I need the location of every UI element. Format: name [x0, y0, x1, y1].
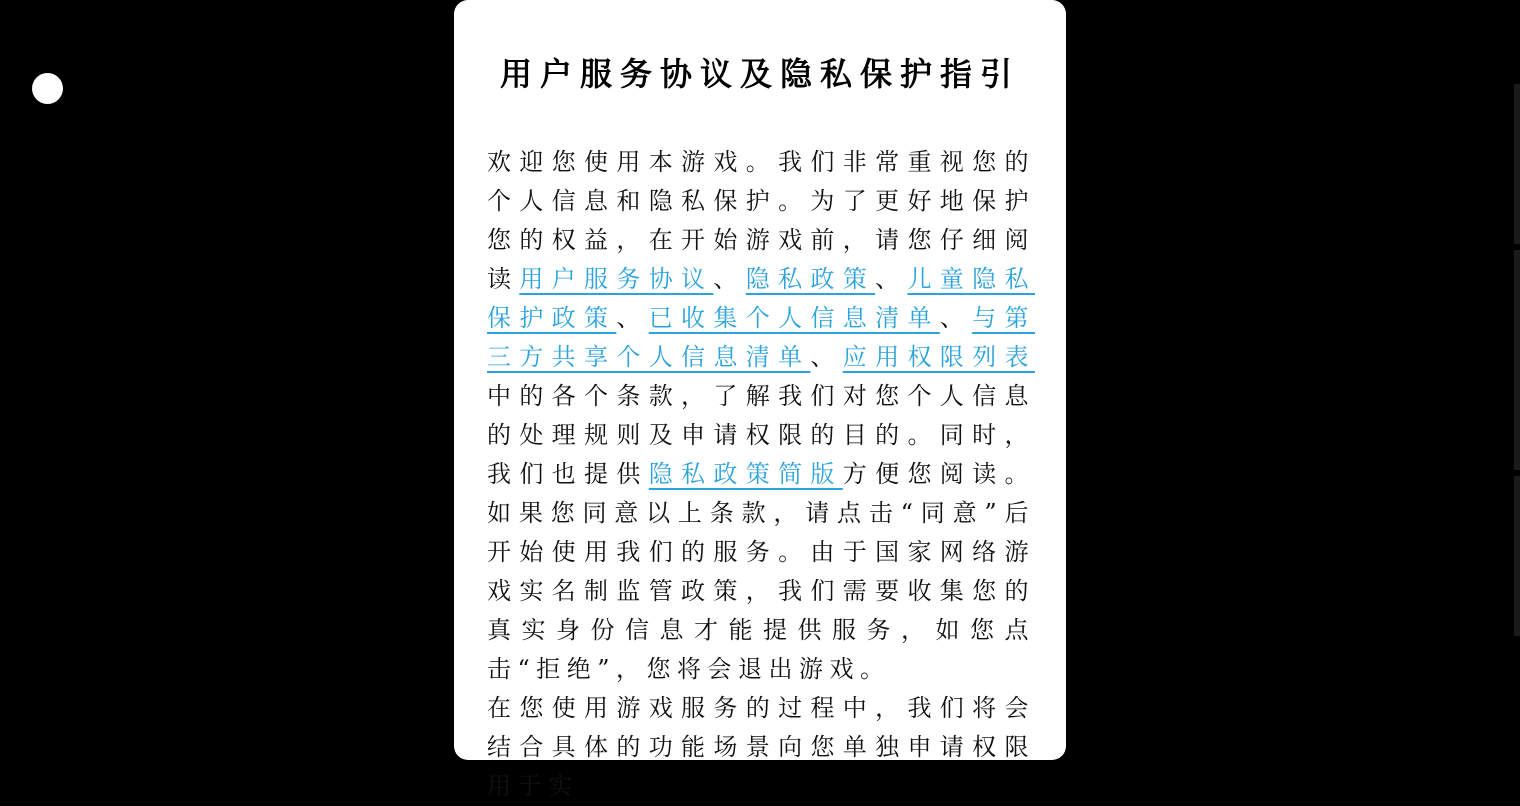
app-permissions-list-link[interactable]: 应用权限列表: [842, 343, 1035, 371]
edge-handle-top: [1514, 84, 1520, 244]
agreement-paragraph-2: 在您使用游戏服务的过程中，我们将会结合具体的功能场景向您单独申请权限用于实: [487, 694, 1035, 800]
consent-text: 方便您阅读。如果您同意以上条款，请点击“同意”后开始使用我们的服务。由于国家网络游戏实名制监管政策，我们需要收集您的真实身份信息才能提供服务，如您点击“拒绝”，您将会退出游戏。: [487, 460, 1035, 683]
separator: 、: [713, 265, 746, 293]
edge-handle-bottom: [1514, 476, 1520, 636]
separator: 、: [939, 304, 973, 332]
privacy-agreement-dialog: [454, 0, 1066, 800]
separator: 、: [875, 265, 908, 293]
privacy-policy-link[interactable]: 隐私政策: [745, 265, 876, 293]
user-agreement-link[interactable]: 用户服务协议: [519, 265, 714, 293]
children-privacy-policy-link[interactable]: 儿童隐私保护政策: [487, 265, 1035, 332]
clauses-text: 中的各个条款，了解我们对您个人信息的处理规则及申请权限的目的。同时，我们也提供: [487, 382, 1035, 488]
intro-text: 欢迎您使用本游戏。我们非常重视您的个人信息和隐私保护。为了更好地保护您的权益，在开始游戏前，请您仔细阅读: [487, 148, 1035, 293]
collected-info-list-link[interactable]: 已收集个人信息清单: [648, 304, 940, 332]
agreement-paragraph-1: [487, 143, 1035, 689]
dialog-title: 用户服务协议及隐私保护指引: [499, 55, 1020, 93]
privacy-policy-brief-link[interactable]: 隐私政策简版: [648, 460, 843, 488]
third-party-sharing-list-link[interactable]: 与第三方共享个人信息清单: [487, 304, 1035, 371]
edge-handle-middle: [1514, 250, 1520, 470]
separator: 、: [616, 304, 649, 332]
dialog-content[interactable]: [487, 143, 1035, 806]
floating-ball-icon[interactable]: [32, 73, 63, 104]
separator: 、: [810, 343, 843, 371]
